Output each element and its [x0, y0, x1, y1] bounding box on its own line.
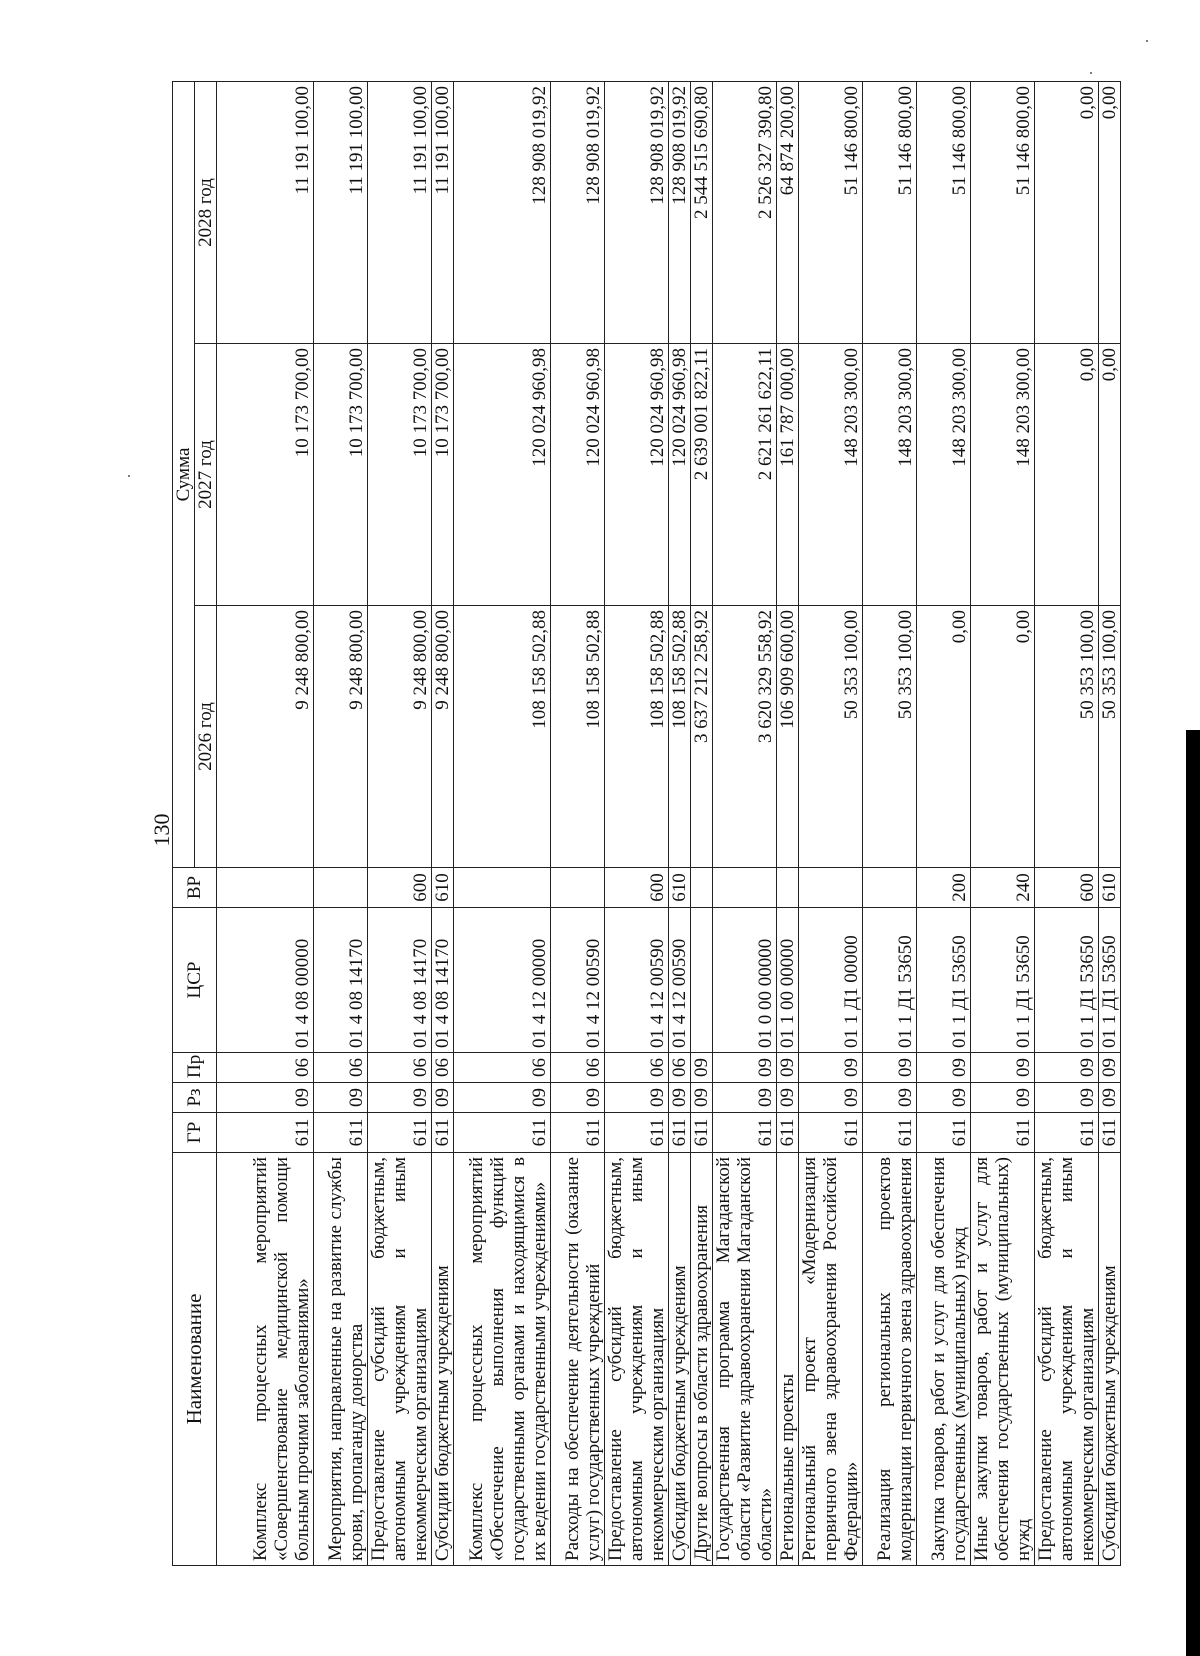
cell-vr: 610 [432, 868, 454, 908]
cell-y2027: 10 173 700,00 [217, 344, 314, 606]
cell-gr: 611 [669, 1113, 691, 1153]
cell-y2028: 128 908 019,92 [669, 82, 691, 344]
cell-vr [551, 868, 605, 908]
cell-csr: 01 4 12 00000 [454, 908, 551, 1053]
cell-pr: 06 [551, 1053, 605, 1083]
cell-pr: 06 [605, 1053, 669, 1083]
cell-name: Субсидии бюджетным учреждениям [669, 1153, 691, 1566]
cell-gr: 611 [432, 1113, 454, 1153]
cell-y2027: 161 787 000,00 [777, 344, 799, 606]
cell-vr [863, 868, 917, 908]
cell-vr: 610 [1099, 868, 1121, 908]
cell-vr [713, 868, 777, 908]
table-row [713, 82, 777, 1566]
table-row [863, 82, 917, 1566]
table-row [368, 82, 432, 1566]
cell-y2027: 10 173 700,00 [368, 344, 432, 606]
cell-pr: 09 [1099, 1053, 1121, 1083]
cell-pr: 06 [454, 1053, 551, 1083]
cell-gr: 611 [605, 1113, 669, 1153]
cell-rz: 09 [432, 1083, 454, 1113]
cell-vr [314, 868, 368, 908]
table-row [691, 82, 713, 1566]
cell-vr [691, 868, 713, 908]
cell-pr: 06 [432, 1053, 454, 1083]
cell-pr: 09 [691, 1053, 713, 1083]
cell-gr: 611 [1099, 1113, 1121, 1153]
cell-csr: 01 1 Д1 53650 [1035, 908, 1099, 1053]
cell-rz: 09 [217, 1083, 314, 1113]
cell-y2028: 2 526 327 390,80 [713, 82, 777, 344]
cell-y2028: 0,00 [1035, 82, 1099, 344]
table-row [1035, 82, 1099, 1566]
cell-y2027: 148 203 300,00 [917, 344, 971, 606]
cell-y2027: 120 024 960,98 [605, 344, 669, 606]
cell-rz: 09 [314, 1083, 368, 1113]
cell-y2026: 9 248 800,00 [314, 606, 368, 868]
cell-pr: 09 [777, 1053, 799, 1083]
cell-name: Другие вопросы в области здравоохранения [691, 1153, 713, 1566]
cell-y2027: 148 203 300,00 [799, 344, 863, 606]
cell-csr: 01 0 00 00000 [713, 908, 777, 1053]
cell-gr: 611 [971, 1113, 1035, 1153]
cell-rz: 09 [1035, 1083, 1099, 1113]
cell-rz: 09 [691, 1083, 713, 1113]
cell-y2028: 128 908 019,92 [605, 82, 669, 344]
cell-name: Реализация региональных проектов модернизации первичного звена здравоохранения [863, 1153, 917, 1566]
cell-y2026: 108 158 502,88 [669, 606, 691, 868]
cell-y2027: 120 024 960,98 [454, 344, 551, 606]
cell-name: Предоставление субсидий бюджетным, автономным учреждениям и иным некоммерческим организациям [368, 1153, 432, 1566]
scan-speck [128, 475, 130, 477]
cell-gr: 611 [551, 1113, 605, 1153]
cell-gr: 611 [799, 1113, 863, 1153]
cell-csr: 01 4 12 00590 [551, 908, 605, 1053]
cell-name: Комплекс процессных мероприятий «Совершенствование медицинской помощи больным прочими заболеваниями» [217, 1153, 314, 1566]
table-body [217, 82, 1121, 1566]
cell-gr: 611 [917, 1113, 971, 1153]
cell-csr: 01 1 Д1 53650 [1099, 908, 1121, 1053]
cell-y2028: 64 874 200,00 [777, 82, 799, 344]
cell-gr: 611 [863, 1113, 917, 1153]
cell-pr: 09 [713, 1053, 777, 1083]
table-row [777, 82, 799, 1566]
scan-speck [1146, 40, 1148, 42]
cell-y2026: 108 158 502,88 [454, 606, 551, 868]
table-row [551, 82, 605, 1566]
cell-y2028: 11 191 100,00 [314, 82, 368, 344]
header-sum: Сумма [173, 82, 195, 868]
cell-y2027: 0,00 [1099, 344, 1121, 606]
cell-y2027: 120 024 960,98 [669, 344, 691, 606]
header-vr: ВР [173, 868, 217, 908]
cell-y2026: 9 248 800,00 [368, 606, 432, 868]
cell-y2026: 108 158 502,88 [551, 606, 605, 868]
cell-gr: 611 [314, 1113, 368, 1153]
table-header [173, 82, 217, 1566]
cell-y2027: 10 173 700,00 [432, 344, 454, 606]
cell-name: Региональные проекты [777, 1153, 799, 1566]
cell-gr: 611 [777, 1113, 799, 1153]
cell-gr: 611 [368, 1113, 432, 1153]
page-number: 130 [149, 813, 174, 847]
table-row [799, 82, 863, 1566]
cell-rz: 09 [863, 1083, 917, 1113]
cell-pr: 09 [799, 1053, 863, 1083]
cell-gr: 611 [1035, 1113, 1099, 1153]
table-row [1099, 82, 1121, 1566]
cell-name: Закупка товаров, работ и услуг для обеспечения государственных (муниципальных) нужд [917, 1153, 971, 1566]
cell-csr [691, 908, 713, 1053]
cell-y2026: 0,00 [971, 606, 1035, 868]
cell-vr [777, 868, 799, 908]
cell-name: Комплекс процессных мероприятий «Обеспечение выполнения функций государственными органами и находящимися в их ведении государственными учреждениями» [454, 1153, 551, 1566]
cell-name: Государственная программа Магаданской области «Развитие здравоохранения Магаданской области» [713, 1153, 777, 1566]
cell-y2028: 11 191 100,00 [368, 82, 432, 344]
table-row [454, 82, 551, 1566]
cell-y2026: 50 353 100,00 [1035, 606, 1099, 868]
cell-pr: 09 [1035, 1053, 1099, 1083]
cell-y2028: 51 146 800,00 [917, 82, 971, 344]
cell-rz: 09 [777, 1083, 799, 1113]
cell-y2028: 128 908 019,92 [454, 82, 551, 344]
table-row [971, 82, 1035, 1566]
cell-y2028: 11 191 100,00 [432, 82, 454, 344]
table-row [314, 82, 368, 1566]
cell-pr: 06 [669, 1053, 691, 1083]
cell-rz: 09 [368, 1083, 432, 1113]
cell-csr: 01 1 Д1 53650 [917, 908, 971, 1053]
cell-vr: 200 [917, 868, 971, 908]
cell-rz: 09 [605, 1083, 669, 1113]
cell-vr [799, 868, 863, 908]
cell-gr: 611 [691, 1113, 713, 1153]
cell-rz: 09 [1099, 1083, 1121, 1113]
cell-rz: 09 [799, 1083, 863, 1113]
cell-y2027: 10 173 700,00 [314, 344, 368, 606]
header-pr: Пр [173, 1053, 217, 1083]
cell-csr: 01 4 08 14170 [432, 908, 454, 1053]
cell-csr: 01 4 08 14170 [314, 908, 368, 1053]
cell-vr [217, 868, 314, 908]
cell-vr: 600 [1035, 868, 1099, 908]
cell-gr: 611 [713, 1113, 777, 1153]
cell-rz: 09 [454, 1083, 551, 1113]
header-2026: 2026 год [195, 606, 217, 868]
cell-csr: 01 4 12 00590 [669, 908, 691, 1053]
cell-pr: 06 [314, 1053, 368, 1083]
cell-csr: 01 1 Д1 53650 [971, 908, 1035, 1053]
cell-name: Расходы на обеспечение деятельности (оказание услуг) государственных учреждений [551, 1153, 605, 1566]
cell-pr: 09 [917, 1053, 971, 1083]
cell-y2026: 50 353 100,00 [1099, 606, 1121, 868]
cell-y2026: 50 353 100,00 [863, 606, 917, 868]
header-2028: 2028 год [195, 82, 217, 344]
table-row [217, 82, 314, 1566]
cell-name: Субсидии бюджетным учреждениям [1099, 1153, 1121, 1566]
cell-y2026: 50 353 100,00 [799, 606, 863, 868]
cell-pr: 09 [971, 1053, 1035, 1083]
cell-csr: 01 1 Д1 00000 [799, 908, 863, 1053]
cell-y2027: 2 639 001 822,11 [691, 344, 713, 606]
table-row [669, 82, 691, 1566]
cell-name: Субсидии бюджетным учреждениям [432, 1153, 454, 1566]
cell-csr: 01 4 12 00590 [605, 908, 669, 1053]
cell-y2026: 3 620 329 558,92 [713, 606, 777, 868]
cell-y2028: 51 146 800,00 [971, 82, 1035, 344]
cell-y2028: 51 146 800,00 [799, 82, 863, 344]
cell-pr: 09 [863, 1053, 917, 1083]
cell-csr: 01 1 Д1 53650 [863, 908, 917, 1053]
cell-y2026: 9 248 800,00 [432, 606, 454, 868]
cell-y2026: 9 248 800,00 [217, 606, 314, 868]
cell-y2028: 11 191 100,00 [217, 82, 314, 344]
table-row [917, 82, 971, 1566]
cell-rz: 09 [551, 1083, 605, 1113]
cell-gr: 611 [217, 1113, 314, 1153]
cell-csr: 01 4 08 14170 [368, 908, 432, 1053]
cell-rz: 09 [713, 1083, 777, 1113]
budget-table [172, 81, 1121, 1566]
cell-y2028: 2 544 515 690,80 [691, 82, 713, 344]
cell-y2027: 0,00 [1035, 344, 1099, 606]
cell-vr [454, 868, 551, 908]
rotated-table-container [172, 82, 1132, 1566]
cell-pr: 06 [217, 1053, 314, 1083]
header-2027: 2027 год [195, 344, 217, 606]
cell-y2028: 51 146 800,00 [863, 82, 917, 344]
cell-y2028: 128 908 019,92 [551, 82, 605, 344]
cell-vr: 600 [368, 868, 432, 908]
cell-rz: 09 [669, 1083, 691, 1113]
cell-vr: 610 [669, 868, 691, 908]
cell-y2027: 120 024 960,98 [551, 344, 605, 606]
cell-name: Региональный проект «Модернизация первичного звена здравоохранения Российской Федерации» [799, 1153, 863, 1566]
cell-name: Предоставление субсидий бюджетным, автономным учреждениям и иным некоммерческим организациям [1035, 1153, 1099, 1566]
header-name: Наименование [173, 1153, 217, 1566]
cell-vr: 600 [605, 868, 669, 908]
header-csr: ЦСР [173, 908, 217, 1053]
cell-y2026: 3 637 212 258,92 [691, 606, 713, 868]
cell-rz: 09 [971, 1083, 1035, 1113]
cell-pr: 06 [368, 1053, 432, 1083]
cell-y2027: 148 203 300,00 [863, 344, 917, 606]
cell-csr: 01 1 00 00000 [777, 908, 799, 1053]
scan-speck [1090, 72, 1092, 74]
scan-edge-bar [1186, 730, 1200, 1656]
cell-name: Предоставление субсидий бюджетным, автономным учреждениям и иным некоммерческим организациям [605, 1153, 669, 1566]
cell-gr: 611 [454, 1113, 551, 1153]
cell-name: Иные закупки товаров, работ и услуг для обеспечения государственных (муниципальных) нужд [971, 1153, 1035, 1566]
cell-y2026: 0,00 [917, 606, 971, 868]
header-gr: ГР [173, 1113, 217, 1153]
cell-csr: 01 4 08 00000 [217, 908, 314, 1053]
table-row [605, 82, 669, 1566]
table-row [432, 82, 454, 1566]
cell-y2026: 106 909 600,00 [777, 606, 799, 868]
cell-y2027: 148 203 300,00 [971, 344, 1035, 606]
cell-y2026: 108 158 502,88 [605, 606, 669, 868]
cell-name: Мероприятия, направленные на развитие службы крови, пропаганду донорства [314, 1153, 368, 1566]
header-rz: Рз [173, 1083, 217, 1113]
cell-y2027: 2 621 261 622,11 [713, 344, 777, 606]
cell-rz: 09 [917, 1083, 971, 1113]
cell-y2028: 0,00 [1099, 82, 1121, 344]
cell-vr: 240 [971, 868, 1035, 908]
